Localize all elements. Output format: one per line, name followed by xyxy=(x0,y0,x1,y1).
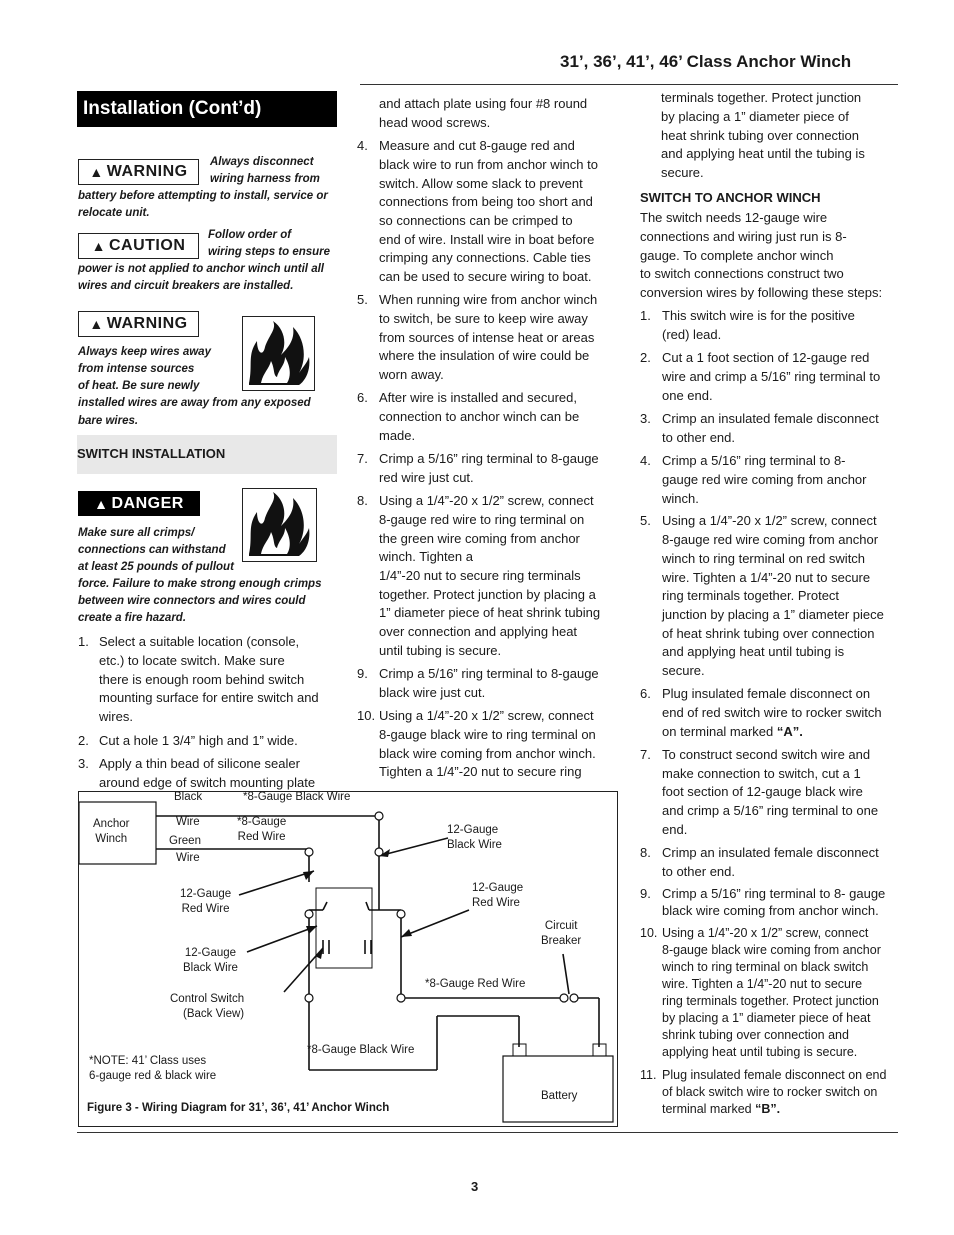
list-item: can be used to secure wiring to boat. xyxy=(379,269,592,284)
list-item: Plug insulated female disconnect on xyxy=(662,686,871,701)
list-number: 8. xyxy=(357,493,368,508)
list-number: 6. xyxy=(640,686,651,701)
list-item: end of wire. Install wire in boat before xyxy=(379,232,595,247)
page-number: 3 xyxy=(471,1179,479,1194)
list-item-text: terminal marked xyxy=(662,1102,756,1116)
caution-triangle-icon: ▲ xyxy=(91,238,106,254)
list-number: 7. xyxy=(640,747,651,762)
label-line: 12-Gauge xyxy=(180,888,232,900)
header-rule xyxy=(360,84,898,85)
list-item: When running wire from anchor winch xyxy=(379,292,598,307)
continuation-text: heat shrink tubing over connection xyxy=(661,128,860,143)
list-number: 9. xyxy=(640,886,651,901)
label-line: Breaker xyxy=(541,935,582,947)
warning2-text: bare wires. xyxy=(78,415,139,427)
list-item: connections from being too short and xyxy=(379,194,593,209)
8-gauge-red-wire-label: *8-Gauge Red Wire xyxy=(425,978,526,990)
list-item: Cut a hole 1 3/4” high and 1” wide. xyxy=(99,733,298,748)
section-title: Installation (Cont’d) xyxy=(77,91,337,127)
continuation-text: by placing a 1” diameter piece of xyxy=(661,109,849,124)
list-item: 8-gauge black wire coming from anchor xyxy=(662,943,881,957)
label-line: Black Wire xyxy=(183,962,238,974)
intro-text: The switch needs 12-gauge wire xyxy=(640,210,828,225)
list-item-text: on terminal marked xyxy=(662,724,777,739)
list-item: of heat shrink tubing over connection xyxy=(662,626,875,641)
list-number: 10. xyxy=(640,926,658,940)
list-item: crimping any connections. Cable ties xyxy=(379,250,591,265)
caution-badge-label: CAUTION xyxy=(108,237,186,254)
list-item: around edge of switch mounting plate xyxy=(99,775,316,790)
list-item: to other end. xyxy=(662,864,735,879)
wiring-diagram-figure xyxy=(78,791,618,1127)
gauge-note xyxy=(89,1054,216,1084)
list-item: Crimp an insulated female disconnect xyxy=(662,411,879,426)
caution-text: power is not applied to anchor winch until all xyxy=(78,263,324,275)
warning-triangle-icon: ▲ xyxy=(89,316,104,332)
terminal-label: “A”. xyxy=(776,724,803,739)
footer-rule xyxy=(77,1132,898,1133)
list-item: made. xyxy=(379,428,416,443)
list-item: junction by placing a 1” diameter piece xyxy=(662,607,884,622)
list-item: 8-gauge black wire to ring terminal on xyxy=(379,727,596,742)
continuation-text: and applying heat until the tubing is xyxy=(661,146,865,161)
list-item: After wire is installed and secured, xyxy=(379,390,577,405)
continuation-text: secure. xyxy=(661,165,704,180)
danger-text: create a fire hazard. xyxy=(78,612,187,624)
list-item: This switch wire is for the positive xyxy=(662,308,855,323)
list-number: 1. xyxy=(78,634,89,649)
list-number: 2. xyxy=(78,733,89,748)
wire-label: Wire xyxy=(176,816,200,828)
12-gauge-black-wire-label xyxy=(183,946,238,976)
list-item: black wire coming from anchor winch. xyxy=(662,903,879,918)
list-item: To construct second switch wire and xyxy=(662,747,871,762)
warning2-text: of heat. Be sure newly xyxy=(78,380,200,392)
list-item: to switch, be sure to keep wire away xyxy=(379,311,588,326)
list-number: 4. xyxy=(357,138,368,153)
fire-hazard-icon xyxy=(242,316,315,391)
list-item: by placing a 1” diameter piece of heat xyxy=(662,1011,871,1025)
anchor-winch-label xyxy=(93,817,129,847)
label-line: Black Wire xyxy=(447,839,502,851)
label-line: 6-gauge red & black wire xyxy=(89,1070,217,1082)
label-line: Red Wire xyxy=(237,831,286,843)
list-number: 2. xyxy=(640,350,651,365)
list-item: one end. xyxy=(662,388,713,403)
list-number: 11. xyxy=(640,1068,657,1082)
list-item: from sources of intense heat or areas xyxy=(379,330,595,345)
switch-to-winch-heading: SWITCH TO ANCHOR WINCH xyxy=(640,190,821,205)
list-item: where the insulation of wire could be xyxy=(379,348,590,363)
list-item: winch. Tighten a xyxy=(379,549,473,564)
wire-label: Wire xyxy=(176,852,200,864)
danger-badge xyxy=(78,491,200,516)
list-item: Using a 1/4”-20 x 1/2” screw, connect xyxy=(379,493,594,508)
switch-installation-heading: SWITCH INSTALLATION xyxy=(77,446,226,461)
12-gauge-red-wire-label xyxy=(180,887,231,917)
list-item xyxy=(662,1102,780,1116)
list-item: black wire to run from anchor winch to xyxy=(379,157,598,172)
list-item: Measure and cut 8-gauge red and xyxy=(379,138,575,153)
danger-text: at least 25 pounds of pullout xyxy=(78,561,234,573)
label-line: *NOTE: 41’ Class uses xyxy=(89,1055,207,1067)
label-line: 12-Gauge xyxy=(472,882,524,894)
label-line: Circuit xyxy=(544,920,578,932)
list-number: 10. xyxy=(357,708,376,723)
caution-text: Follow order of xyxy=(208,229,292,241)
danger-text: between wire connectors and wires could xyxy=(78,595,306,607)
list-item: Apply a thin bead of silicone sealer xyxy=(99,756,300,771)
caution-text: wiring steps to ensure xyxy=(208,246,331,258)
list-item: ring terminals together. Protect xyxy=(662,588,840,603)
label-line: (Back View) xyxy=(183,1008,245,1020)
list-item: Crimp a 5/16” ring terminal to 8- gauge xyxy=(662,886,886,901)
list-item: ring terminals together. Protect junction xyxy=(662,994,879,1008)
list-item: 1” diameter piece of heat shrink tubing xyxy=(379,605,601,620)
list-item: make connection to switch, cut a 1 xyxy=(662,766,861,781)
list-item: 8-gauge red wire to ring terminal on xyxy=(379,512,585,527)
list-item: Plug insulated female disconnect on end xyxy=(662,1068,887,1082)
figure-caption: Figure 3 - Wiring Diagram for 31’, 36’, 41’ Anchor Winch xyxy=(87,1102,390,1114)
control-switch-label xyxy=(170,992,244,1022)
list-item: Crimp an insulated female disconnect xyxy=(662,845,879,860)
list-item: over connection and applying heat xyxy=(379,624,578,639)
list-item: connection to anchor winch can be xyxy=(379,409,580,424)
list-item: wires. xyxy=(99,709,133,724)
list-item: Using a 1/4”-20 x 1/2” screw, connect xyxy=(662,513,877,528)
list-item: so connections can be crimped to xyxy=(379,213,573,228)
list-item: Using a 1/4”-20 x 1/2” screw, connect xyxy=(379,708,594,723)
continuation-text: head wood screws. xyxy=(379,115,491,130)
intro-text: connections and wiring just run is 8- xyxy=(640,229,847,244)
warning1-text: Always disconnect xyxy=(210,156,314,168)
label-line: Winch xyxy=(95,833,128,845)
intro-text: gauge. To complete anchor winch xyxy=(640,248,834,263)
warning-triangle-icon: ▲ xyxy=(89,164,104,180)
8-gauge-black-wire-label: *8-Gauge Black Wire xyxy=(243,791,351,803)
danger-triangle-icon: ▲ xyxy=(94,495,109,512)
list-number: 3. xyxy=(78,756,89,771)
warning1-text: battery before attempting to install, service or xyxy=(78,190,328,202)
list-item: Crimp a 5/16” ring terminal to 8- xyxy=(662,453,846,468)
list-item: black wire just cut. xyxy=(379,685,486,700)
label-line: Anchor xyxy=(93,818,130,830)
12-gauge-red-wire-label xyxy=(472,881,523,911)
list-item: Crimp a 5/16” ring terminal to 8-gauge xyxy=(379,666,599,681)
list-number: 5. xyxy=(640,513,651,528)
fire-hazard-icon xyxy=(242,488,317,562)
caution-text: wires and circuit breakers are installed. xyxy=(78,280,294,292)
list-number: 7. xyxy=(357,451,368,466)
list-number: 8. xyxy=(640,845,651,860)
list-item: gauge red wire coming from anchor xyxy=(662,472,867,487)
list-item: applying heat until tubing is secure. xyxy=(662,1045,858,1059)
list-number: 3. xyxy=(640,411,651,426)
list-item: and applying heat until tubing is xyxy=(662,644,845,659)
list-item: winch to ring terminal on red switch xyxy=(662,551,866,566)
label-line: 12-Gauge xyxy=(184,947,237,959)
list-item: of black switch wire to rocker switch on xyxy=(662,1085,878,1099)
8-gauge-red-wire-label xyxy=(237,815,286,845)
warning1-text: wiring harness from xyxy=(210,173,320,185)
list-item: end of red switch wire to rocker switch xyxy=(662,705,882,720)
list-item: worn away. xyxy=(379,367,444,382)
label-line: Red Wire xyxy=(472,897,520,909)
list-item: foot section of 12-gauge black wire xyxy=(662,784,863,799)
danger-text: connections can withstand xyxy=(78,544,226,556)
warning-badge xyxy=(78,159,199,185)
list-item: (red) lead. xyxy=(662,327,722,342)
list-item: black wire coming from anchor winch. xyxy=(379,746,596,761)
12-gauge-black-wire-label xyxy=(447,823,502,853)
8-gauge-black-wire-label: *8-Gauge Black Wire xyxy=(307,1044,415,1056)
list-item: Crimp a 5/16” ring terminal to 8-gauge xyxy=(379,451,599,466)
list-item: end. xyxy=(662,822,688,837)
battery-label: Battery xyxy=(541,1090,578,1102)
list-item: shrink tubing over connection and xyxy=(662,1028,849,1042)
list-number: 4. xyxy=(640,453,651,468)
list-item: and crimp a 5/16” ring terminal to one xyxy=(662,803,879,818)
warning1-text: relocate unit. xyxy=(78,207,150,219)
warning-badge-label: WARNING xyxy=(106,315,188,332)
list-item: winch. xyxy=(662,491,699,506)
list-item: etc.) to locate switch. Make sure xyxy=(99,653,285,668)
list-item: together. Protect junction by placing a xyxy=(379,587,596,602)
list-item: winch to ring terminal on black switch xyxy=(662,960,869,974)
list-item: to other end. xyxy=(662,430,735,445)
green-label: Green xyxy=(169,835,201,847)
label-line: 12-Gauge xyxy=(447,824,499,836)
danger-text: force. Failure to make strong enough crimps xyxy=(78,578,322,590)
page-header-title: 31’, 36’, 41’, 46’ Class Anchor Winch xyxy=(560,52,852,71)
black-label: Black xyxy=(174,791,203,803)
list-item: 1/4”-20 nut to secure ring terminals xyxy=(379,568,581,583)
list-item: Tighten a 1/4”-20 nut to secure ring xyxy=(379,764,582,779)
list-item: Using a 1/4”-20 x 1/2” screw, connect xyxy=(662,926,869,940)
warning-badge-label: WARNING xyxy=(106,163,188,180)
list-item: Select a suitable location (console, xyxy=(99,634,300,649)
list-item: 8-gauge red wire coming from anchor xyxy=(662,532,879,547)
intro-text: conversion wires by following these steps: xyxy=(640,285,883,300)
warning-badge xyxy=(78,311,199,337)
circuit-breaker-label xyxy=(541,919,581,949)
list-item: until tubing is secure. xyxy=(379,643,502,658)
list-item xyxy=(662,724,803,739)
list-number: 5. xyxy=(357,292,368,307)
continuation-text: terminals together. Protect junction xyxy=(661,90,862,105)
list-item: there is enough room behind switch xyxy=(99,672,305,687)
warning2-text: Always keep wires away xyxy=(78,346,211,358)
continuation-text: and attach plate using four #8 round xyxy=(379,96,588,111)
list-number: 9. xyxy=(357,666,368,681)
list-item: red wire just cut. xyxy=(379,470,474,485)
danger-text: Make sure all crimps/ xyxy=(78,527,195,539)
list-item: the green wire coming from anchor xyxy=(379,531,580,546)
list-item: switch. Allow some slack to prevent xyxy=(379,176,583,191)
list-item: mounting surface for entire switch and xyxy=(99,690,319,705)
warning2-text: installed wires are away from any exposed xyxy=(78,397,311,409)
label-line: *8-Gauge xyxy=(237,816,287,828)
danger-badge-label: DANGER xyxy=(111,494,184,512)
list-number: 6. xyxy=(357,390,368,405)
label-line: Control Switch xyxy=(170,993,245,1005)
list-item: wire. Tighten a 1/4”-20 nut to secure xyxy=(662,977,863,991)
list-item: wire and crimp a 5/16” ring terminal to xyxy=(662,369,881,384)
caution-badge xyxy=(78,233,199,259)
list-item: Cut a 1 foot section of 12-gauge red xyxy=(662,350,870,365)
warning2-text: from intense sources xyxy=(78,363,195,375)
intro-text: to switch connections construct two xyxy=(640,266,844,281)
label-line: Red Wire xyxy=(181,903,230,915)
terminal-label: “B”. xyxy=(755,1102,781,1116)
list-item: secure. xyxy=(662,663,705,678)
list-item: wire. Tighten a 1/4”-20 nut to secure xyxy=(662,570,871,585)
list-number: 1. xyxy=(640,308,651,323)
